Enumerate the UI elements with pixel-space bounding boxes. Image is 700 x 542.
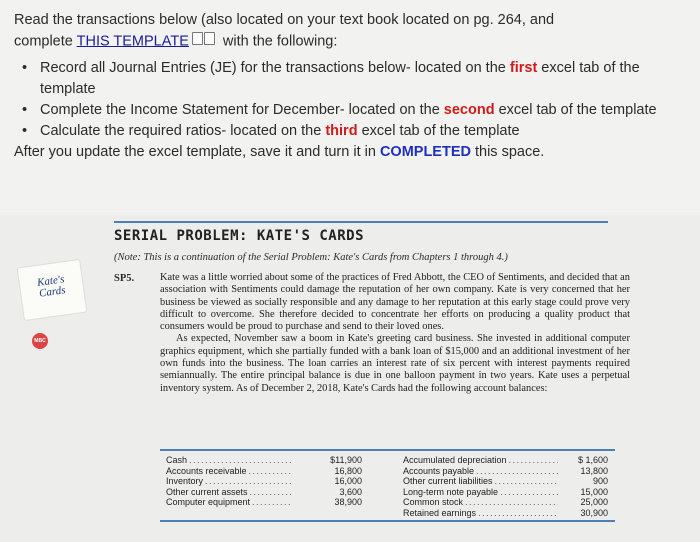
table-row: Accounts receivable . . . 16,800 Accounts payable . . . 13,800 bbox=[166, 466, 616, 477]
table-top-rule bbox=[160, 449, 615, 451]
instruction-line-2: complete THIS TEMPLATE with the following: bbox=[14, 31, 686, 52]
instructions bbox=[14, 10, 686, 163]
template-link[interactable]: THIS TEMPLATE bbox=[76, 33, 189, 50]
submission-note: After you update the excel template, save it and turn it in COMPLETED this space. bbox=[14, 144, 545, 161]
document-icon bbox=[192, 31, 216, 52]
instruction-line-1: Read the transactions below (also located on your text book located on pg. 264, and bbox=[14, 12, 555, 28]
task-list bbox=[14, 58, 686, 142]
paragraph: As expected, November saw a boom in Kate's greeting card business. She invested in additional computer graphics equipment, which she partially funded with a bank loan of $15,000 and an additional investment of her own funds into the business. The loan carries an interest rate of six percent with interest payments required semiannually. The entire principal balance is due in one balloon payment in two years. Kate uses a perpetual inventory system. As of December 2, 2018, Kate's Cards had the following account balances: bbox=[160, 333, 630, 394]
table-bottom-rule bbox=[160, 520, 615, 522]
divider bbox=[114, 221, 608, 223]
serial-problem-title: SERIAL PROBLEM: KATE'S CARDS bbox=[114, 228, 365, 244]
list-item: • Record all Journal Entries (JE) for the transactions below- located on the first excel tab of the template bbox=[36, 58, 686, 100]
kates-cards-logo: Kate's Cards bbox=[17, 259, 88, 321]
table-row: Cash . . . $11,900 Accumulated depreciation . . . $ 1,600 bbox=[166, 455, 616, 466]
table-row: Retained earnings . . . 30,900 bbox=[166, 508, 616, 519]
list-item: • Complete the Income Statement for December- located on the second excel tab of the template bbox=[36, 100, 686, 121]
table-row: Computer equipment . . . 38,900 Common stock . . . 25,000 bbox=[166, 497, 616, 508]
paragraph: Kate was a little worried about some of the practices of Fred Abbott, the CEO of Sentiments, and decided that an association with Sentiments could damage the reputation of her own company. Kate is very concerned that her business be viewed as socially responsible and any damage to her reputation at this early stage could prove very difficult to overcome. She therefore decided to concentrate her efforts on producing a quality product that consumers would be proud to purchase and send to their loved ones. bbox=[160, 272, 630, 333]
problem-text bbox=[160, 272, 630, 395]
mbc-badge-icon: MBC bbox=[32, 333, 48, 349]
table-row: Inventory . . . 16,000 Other current liabilities . . . 900 bbox=[166, 476, 616, 487]
serial-note: (Note: This is a continuation of the Serial Problem: Kate's Cards from Chapters 1 through 4.) bbox=[114, 252, 508, 263]
problem-label: SP5. bbox=[114, 273, 135, 284]
account-balances-table bbox=[166, 455, 616, 518]
list-item: • Calculate the required ratios- located on the third excel tab of the template bbox=[36, 121, 686, 142]
table-row: Other current assets . . . 3,600 Long-term note payable . . . 15,000 bbox=[166, 487, 616, 498]
